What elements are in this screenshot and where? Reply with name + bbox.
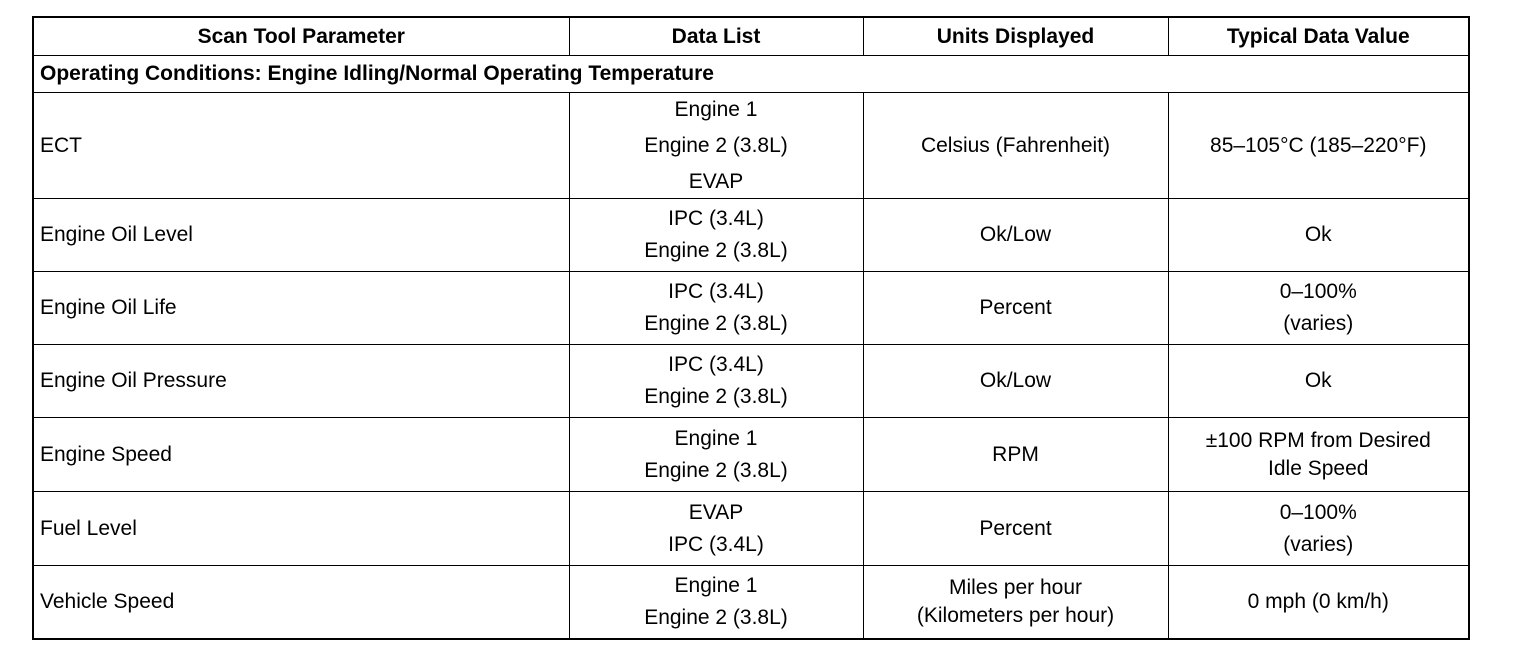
- units-line: RPM: [992, 442, 1039, 466]
- typical-value-cell: [1168, 566, 1469, 639]
- data-list-cell: [569, 199, 863, 272]
- parameter-cell: ECT: [33, 93, 569, 199]
- header-typical-data-value: Typical Data Value: [1168, 17, 1469, 56]
- typical-value-cell: [1168, 418, 1469, 492]
- data-list-line: Engine 2 (3.8L): [644, 239, 788, 262]
- header-data-list: Data List: [569, 17, 863, 56]
- typical-value-line: (varies): [1283, 532, 1354, 556]
- typical-value-cell: [1168, 272, 1469, 345]
- section-row: [33, 56, 1469, 93]
- data-list-line: Engine 1: [674, 426, 758, 450]
- table-row: [33, 199, 1469, 272]
- units-line: Miles per hour: [948, 575, 1083, 599]
- typical-value-line: 0 mph (0 km/h): [1247, 589, 1389, 613]
- table-row: [33, 492, 1469, 566]
- units-cell: [863, 418, 1168, 492]
- data-list-line: IPC (3.4L): [668, 353, 764, 376]
- units-line: (Kilometers per hour): [916, 603, 1115, 627]
- typical-value-cell: [1168, 492, 1469, 566]
- typical-value-line: (varies): [1283, 312, 1354, 335]
- data-list-line: Engine 1: [674, 97, 758, 121]
- data-list-line: IPC (3.4L): [668, 280, 764, 303]
- data-list-line: Engine 2 (3.8L): [644, 312, 788, 335]
- table-row: [33, 93, 1469, 199]
- units-line: Ok/Low: [979, 369, 1052, 392]
- data-list-line: Engine 2 (3.8L): [644, 458, 788, 482]
- units-cell: [863, 566, 1168, 639]
- data-list-cell: [569, 492, 863, 566]
- parameter-cell: Fuel Level: [33, 492, 569, 566]
- data-list-line: IPC (3.4L): [668, 207, 764, 230]
- operating-conditions-label: Operating Conditions: Engine Idling/Normal Operating Temperature: [33, 56, 1469, 93]
- units-cell: [863, 93, 1168, 199]
- data-list-line: Engine 1: [674, 573, 758, 597]
- typical-value-line: 0–100%: [1279, 500, 1357, 524]
- data-list-line: EVAP: [688, 500, 744, 524]
- typical-value-cell: [1168, 199, 1469, 272]
- scan-tool-data-table: [32, 16, 1470, 640]
- parameter-cell: Engine Oil Pressure: [33, 345, 569, 418]
- parameter-cell: Engine Speed: [33, 418, 569, 492]
- units-line: Percent: [979, 296, 1052, 319]
- parameter-cell: Vehicle Speed: [33, 566, 569, 639]
- typical-value-cell: [1168, 345, 1469, 418]
- typical-value-line: Idle Speed: [1268, 456, 1369, 480]
- data-list-cell: [569, 93, 863, 199]
- table-row: [33, 418, 1469, 492]
- data-list-line: IPC (3.4L): [668, 532, 764, 556]
- typical-value-line: ±100 RPM from Desired: [1205, 428, 1431, 452]
- parameter-cell: Engine Oil Life: [33, 272, 569, 345]
- header-units-displayed: Units Displayed: [863, 17, 1168, 56]
- data-list-cell: [569, 418, 863, 492]
- units-line: Celsius (Fahrenheit): [920, 133, 1111, 157]
- table-row: [33, 272, 1469, 345]
- table-header-row: [33, 17, 1469, 56]
- data-list-line: Engine 2 (3.8L): [644, 605, 788, 629]
- units-line: Ok/Low: [979, 223, 1052, 246]
- table-row: [33, 566, 1469, 639]
- units-cell: [863, 272, 1168, 345]
- typical-value-cell: [1168, 93, 1469, 199]
- table-row: [33, 345, 1469, 418]
- units-cell: [863, 492, 1168, 566]
- typical-value-line: 85–105°C (185–220°F): [1210, 133, 1427, 157]
- data-list-cell: [569, 345, 863, 418]
- typical-value-line: Ok: [1304, 369, 1332, 392]
- parameter-cell: Engine Oil Level: [33, 199, 569, 272]
- typical-value-line: Ok: [1304, 223, 1332, 246]
- data-list-cell: [569, 272, 863, 345]
- header-scan-tool-parameter: Scan Tool Parameter: [33, 17, 569, 56]
- data-list-line: Engine 2 (3.8L): [644, 133, 788, 157]
- typical-value-line: 0–100%: [1279, 280, 1357, 303]
- data-list-cell: [569, 566, 863, 639]
- units-cell: [863, 345, 1168, 418]
- units-line: Percent: [979, 516, 1052, 540]
- data-list-line: EVAP: [688, 169, 744, 193]
- data-list-line: Engine 2 (3.8L): [644, 385, 788, 408]
- units-cell: [863, 199, 1168, 272]
